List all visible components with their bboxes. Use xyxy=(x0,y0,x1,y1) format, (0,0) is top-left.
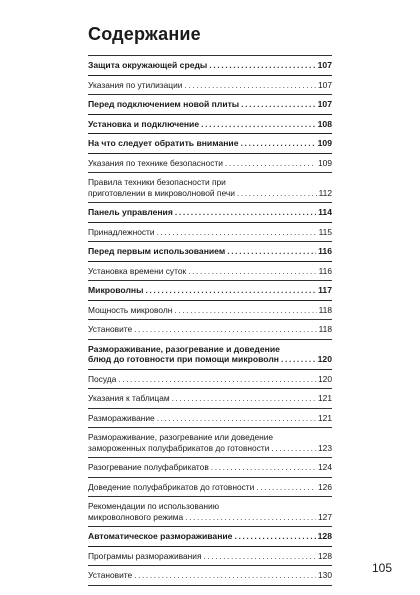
toc-entry xyxy=(88,370,332,390)
toc-entry-line xyxy=(88,393,332,404)
toc-entry xyxy=(88,389,332,409)
toc-entry-page: 108 xyxy=(317,118,332,129)
toc-entry-line xyxy=(88,207,332,218)
toc-entry-title: замороженных полуфабрикатов до готовности xyxy=(88,442,270,453)
toc-entry-line xyxy=(88,482,332,493)
toc-entry xyxy=(88,154,332,174)
toc-entry-page: 109 xyxy=(318,157,332,168)
toc-entry xyxy=(88,95,332,115)
toc-entry-title: приготовлении в микроволновой печи xyxy=(88,187,235,198)
toc-entry xyxy=(88,134,332,154)
toc-entry xyxy=(88,497,332,527)
toc-leader-dots xyxy=(184,80,316,91)
toc-entry-line xyxy=(88,512,332,523)
toc-entry-title: Посуда xyxy=(88,373,117,384)
toc-leader-dots xyxy=(211,462,316,473)
toc-entry-line xyxy=(88,462,332,473)
toc-entry-page: 123 xyxy=(318,442,332,453)
toc-leader-dots xyxy=(234,531,315,542)
toc-entry-page: 117 xyxy=(318,285,332,295)
toc-entry-line xyxy=(88,531,332,542)
toc-leader-dots xyxy=(227,246,316,257)
toc-entry xyxy=(88,56,332,76)
toc-entry-page: 121 xyxy=(318,412,332,423)
toc-entry-line xyxy=(88,285,332,296)
toc-entry-line xyxy=(88,99,332,110)
toc-entry-title: Автоматическое размораживание xyxy=(88,531,233,541)
toc-entry-title: Мощность микроволн xyxy=(88,304,173,315)
toc-entry-line xyxy=(88,413,332,424)
toc-entry-title: Микроволны xyxy=(88,285,144,295)
toc-leader-dots xyxy=(172,393,316,404)
toc-entry-title: Установка и подключение xyxy=(88,118,200,129)
toc-entry-title: Защита окружающей среды xyxy=(88,60,208,70)
toc-entry-title: Принадлежности xyxy=(88,226,155,237)
toc-entry xyxy=(88,566,332,586)
toc-entry-title: Панель управления xyxy=(88,207,173,217)
toc-entry xyxy=(88,527,332,547)
toc-entry xyxy=(88,409,332,429)
toc-entry-line xyxy=(88,80,332,91)
toc-entry-title: Установите xyxy=(88,570,133,580)
toc-leader-dots xyxy=(201,119,316,130)
toc-leader-dots xyxy=(281,354,316,365)
toc-entry-line xyxy=(88,119,332,130)
toc-entry-title: блюд до готовности при помощи микроволн xyxy=(88,354,279,364)
toc-entry xyxy=(88,262,332,282)
toc-entry-line xyxy=(88,551,332,562)
toc-leader-dots xyxy=(271,443,316,454)
toc-entry-page: 116 xyxy=(318,265,332,276)
toc-leader-dots xyxy=(134,324,316,335)
toc-entry-line xyxy=(88,246,332,257)
toc-leader-dots xyxy=(241,99,316,110)
toc-entry xyxy=(88,320,332,340)
toc-entry xyxy=(88,301,332,321)
toc-entry-line xyxy=(88,324,332,335)
toc-leader-dots xyxy=(134,570,316,581)
toc-entry-title-line1: Размораживание, разогревание и доведение xyxy=(88,343,280,354)
toc-entry-page: 116 xyxy=(318,246,332,256)
toc-leader-dots xyxy=(157,227,317,238)
table-of-contents xyxy=(88,55,332,586)
toc-entry-page: 120 xyxy=(317,354,332,364)
toc-entry-page: 115 xyxy=(318,226,332,237)
toc-entry-page: 107 xyxy=(317,60,332,70)
toc-entry xyxy=(88,223,332,243)
toc-entry-page: 112 xyxy=(318,187,332,198)
toc-leader-dots xyxy=(118,374,316,385)
toc-entry-title-line1: Размораживание, разогревание или доведение xyxy=(88,432,274,442)
toc-leader-dots xyxy=(240,138,315,149)
toc-entry-title: Указания по утилизации xyxy=(88,79,183,90)
toc-entry-title: Перед первым использованием xyxy=(88,246,226,256)
toc-leader-dots xyxy=(237,188,317,199)
toc-leader-dots xyxy=(157,413,316,424)
toc-entry-title: Доведение полуфабрикатов до готовности xyxy=(88,481,255,492)
toc-entry-title: микроволнового режима xyxy=(88,511,184,522)
toc-entry-title: Установка времени суток xyxy=(88,265,187,276)
toc-leader-dots xyxy=(185,512,316,523)
toc-entry-title-line1: Рекомендации по использованию xyxy=(88,501,220,511)
toc-entry-page: 128 xyxy=(317,531,332,541)
toc-entry-page: 114 xyxy=(318,207,332,217)
toc-leader-dots xyxy=(145,285,316,296)
toc-entry-line xyxy=(88,227,332,238)
toc-entry xyxy=(88,242,332,262)
toc-entry-title: Указания к таблицам xyxy=(88,393,170,403)
page-title: Содержание xyxy=(88,24,201,44)
toc-entry-title: Программы размораживания xyxy=(88,550,202,561)
toc-entry xyxy=(88,340,332,370)
toc-entry xyxy=(88,281,332,301)
toc-leader-dots xyxy=(256,482,316,493)
toc-entry-page: 126 xyxy=(318,481,332,492)
toc-entry-line xyxy=(88,570,332,581)
toc-entry-page: 107 xyxy=(318,79,332,90)
toc-entry-page: 107 xyxy=(317,99,332,109)
toc-entry-title: На что следует обратить внимание xyxy=(88,138,239,148)
toc-entry-line xyxy=(88,305,332,316)
toc-entry-title: Размораживание xyxy=(88,412,155,423)
toc-entry-line xyxy=(88,354,332,365)
toc-leader-dots xyxy=(225,158,316,169)
toc-entry-line xyxy=(88,60,332,71)
toc-entry-title: Указания по технике безопасности xyxy=(88,157,223,168)
toc-leader-dots xyxy=(174,305,316,316)
toc-entry xyxy=(88,76,332,96)
toc-entry xyxy=(88,547,332,567)
toc-entry xyxy=(88,115,332,135)
toc-entry-line xyxy=(88,188,332,199)
toc-leader-dots xyxy=(209,60,315,71)
toc-entry xyxy=(88,203,332,223)
toc-entry-page: 127 xyxy=(318,511,332,522)
toc-entry-page: 120 xyxy=(318,373,332,384)
toc-entry xyxy=(88,428,332,458)
toc-leader-dots xyxy=(204,551,317,562)
toc-entry-line xyxy=(88,443,332,454)
toc-entry-page: 130 xyxy=(318,570,332,580)
toc-leader-dots xyxy=(175,207,316,218)
toc-entry-title: Разогревание полуфабрикатов xyxy=(88,462,209,472)
toc-entry xyxy=(88,173,332,203)
toc-entry-line xyxy=(88,266,332,277)
toc-entry-page: 121 xyxy=(318,393,332,403)
page-number: 105 xyxy=(372,561,393,575)
toc-entry-page: 124 xyxy=(318,462,332,472)
toc-entry-line xyxy=(88,138,332,149)
toc-entry-title: Перед подключением новой плиты xyxy=(88,99,240,109)
toc-entry-line xyxy=(88,158,332,169)
toc-entry-page: 109 xyxy=(317,138,332,148)
toc-leader-dots xyxy=(188,266,316,277)
toc-entry-page: 128 xyxy=(318,550,332,561)
toc-entry-page: 118 xyxy=(318,324,332,334)
toc-entry-title: Установите xyxy=(88,324,133,334)
toc-entry-page: 118 xyxy=(318,304,332,315)
toc-entry-title-line1: Правила техники безопасности при xyxy=(88,177,226,187)
toc-entry xyxy=(88,458,332,478)
toc-entry-line xyxy=(88,374,332,385)
toc-entry xyxy=(88,478,332,498)
